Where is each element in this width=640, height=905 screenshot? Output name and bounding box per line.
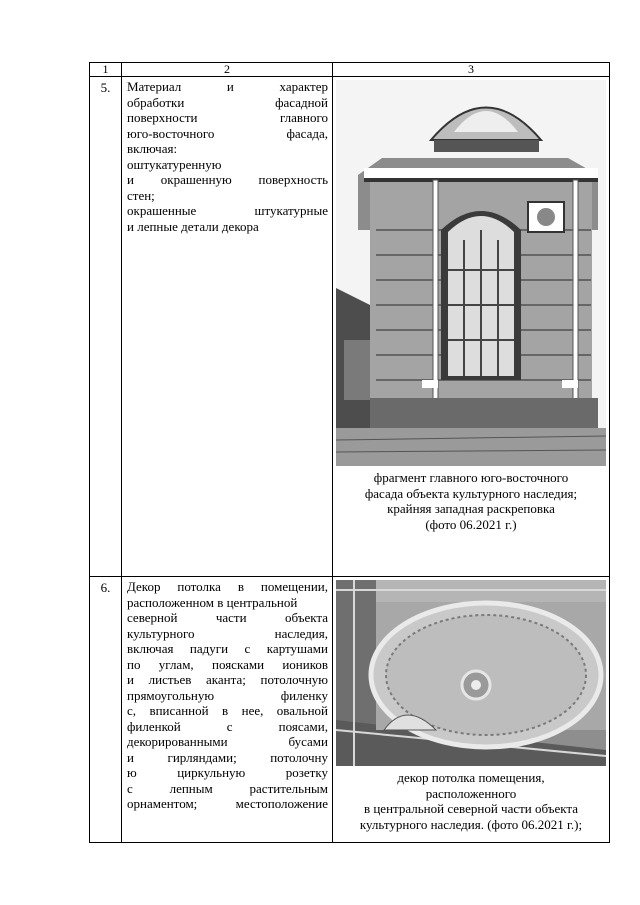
table-header-row [90,63,610,77]
text-line: орнаментом; местоположение [127,796,328,811]
text-line: оштукатуренную [127,156,222,172]
text-line: и гирляндами; потолочну [127,749,328,765]
caption-line: крайняя западная раскреповка [387,501,555,516]
text-line: и лепные детали декора [127,218,259,234]
caption-line: культурного наследия. (фото 06.2021 г.); [359,816,583,832]
text-line: и листьев аканта; потолочную [127,672,328,687]
text-line: и окрашенную поверхность [127,172,328,187]
caption-line: (фото 06.2021 г.) [425,516,517,532]
caption-line: в центральной северной части объекта [363,801,579,816]
text-line: Декор потолка в помещении, [127,579,328,594]
row-material-text [122,577,333,843]
row-image-cell [333,577,610,843]
ceiling-photo [336,580,606,766]
header-col-3: 3 [333,63,610,77]
text-line: расположенном в центральной [127,594,298,610]
text-line: включая: [127,141,178,156]
text-line: с лепным растительным [127,780,328,796]
text-line: ю циркульную розетку [127,765,328,780]
text-line: обработки фасадной [127,94,328,110]
photo-caption [336,466,606,532]
header-col-2: 2 [122,63,333,77]
photo-caption [336,766,606,832]
text-line: с, вписанной в нее, овальной [127,703,328,718]
table-row-6 [90,577,610,843]
text-line: по углам, поясками иоников [127,656,328,672]
text-line: окрашенные штукатурные [127,203,328,218]
heritage-table [89,62,610,843]
text-line: включая падуги с картушами [127,641,328,656]
row-material-text [122,77,333,577]
row-number: 6. [90,577,122,843]
row-number: 5. [90,77,122,577]
row-image-cell [333,77,610,577]
table-row-5 [90,77,610,577]
text-line: Материал и характер [127,79,328,94]
facade-photo [336,80,606,466]
text-line: стен; [127,187,155,203]
header-col-1: 1 [90,63,122,77]
text-line: прямоугольную филенку [127,687,328,703]
caption-line: фрагмент главного юго-восточного [373,470,569,485]
caption-line: декор потолка помещения, [397,770,545,785]
text-line: декорированными бусами [127,734,328,749]
text-line: северной части объекта [127,610,328,625]
text-line: культурного наследия, [127,625,328,641]
caption-line: расположенного [425,785,517,801]
text-line: юго-восточного фасада, [127,125,328,141]
caption-line: фасада объекта культурного наследия; [364,485,578,501]
text-line: филенкой с поясами, [127,718,328,734]
text-line: поверхности главного [127,110,328,125]
